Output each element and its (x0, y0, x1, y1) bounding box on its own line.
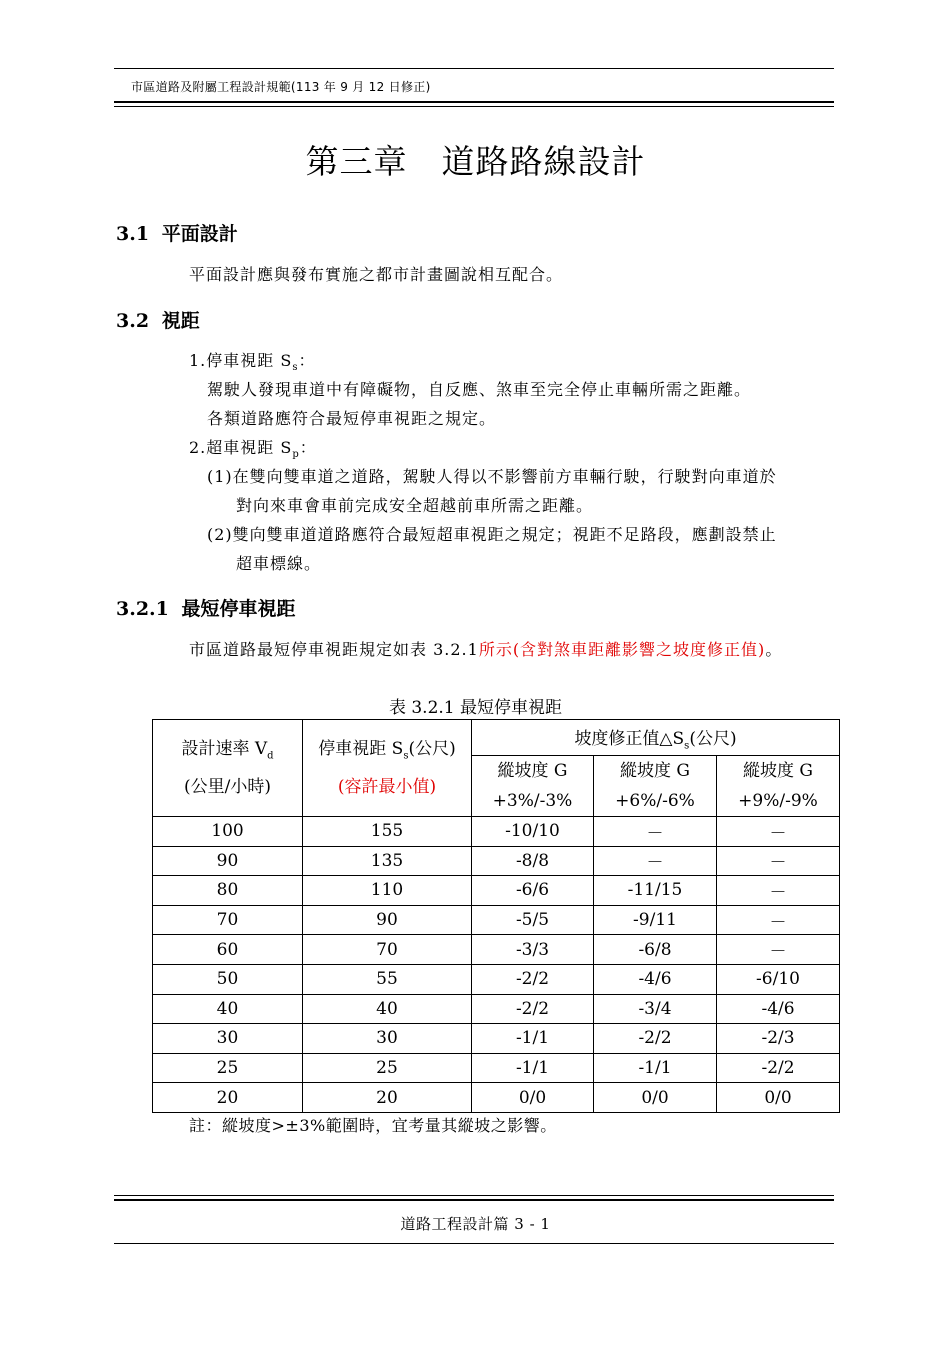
stopping-sight-distance-rule: 各類道路應符合最短停車視距之規定。 (207, 409, 497, 428)
header-stopping-distance (303, 720, 472, 817)
stopping-sight-distance-item (189, 348, 315, 373)
section-title: 最短停車視距 (181, 598, 296, 620)
cell-grade-6: -1/1 (594, 1053, 717, 1083)
cell-grade-3: -1/1 (472, 1024, 594, 1054)
table-row (153, 1024, 840, 1054)
header-line: 設計速率 $V_d$ (181, 739, 274, 762)
header-grade-correction: 坡度修正值$\triangle S_s$(公尺) (472, 720, 840, 756)
item-subscript: p (292, 449, 300, 461)
cell-grade-3: -8/8 (472, 846, 594, 876)
table-row (153, 846, 840, 876)
item-colon: ： (299, 438, 317, 457)
header-bottom-rule-thin (114, 106, 834, 107)
header-top-rule (114, 68, 834, 69)
table-row (153, 935, 840, 965)
cell-distance: 20 (303, 1083, 472, 1113)
passing-sub-item-2-line-2: 超車標線。 (236, 554, 322, 573)
cell-grade-3: -1/1 (472, 1053, 594, 1083)
passing-sub-item-1-line-2: 對向來車會車前完成安全超越前車所需之距離。 (236, 496, 594, 515)
cell-grade-9: － (717, 905, 840, 935)
cell-grade-3: -5/5 (472, 905, 594, 935)
cell-grade-6: － (594, 817, 717, 847)
header-grade-6: 縱坡度 G +6%/-6% (594, 756, 717, 817)
passing-sub-item-1-line-1: (1)在雙向雙車道之道路，駕駛人得以不影響前方車輛行駛，行駛對向車道於 (207, 467, 777, 486)
cell-grade-3: -10/10 (472, 817, 594, 847)
text-highlight-red: 所示(含對煞車距離影響之坡度修正值) (478, 640, 766, 659)
cell-grade-9: － (717, 846, 840, 876)
cell-speed: 50 (153, 964, 303, 994)
cell-grade-6: 0/0 (594, 1083, 717, 1113)
section-3-2-1-heading (116, 594, 296, 621)
cell-grade-9: -2/3 (717, 1024, 840, 1054)
text-plain: 市區道路最短停車視距規定如表 3.2.1 (189, 640, 479, 659)
table-row (153, 817, 840, 847)
cell-speed: 70 (153, 905, 303, 935)
stopping-sight-distance-definition: 駕駛人發現車道中有障礙物，自反應、煞車至完全停止車輛所需之距離。 (207, 380, 752, 399)
table-caption: 表 3.2.1 最短停車視距 (388, 698, 563, 718)
cell-grade-9: 0/0 (717, 1083, 840, 1113)
cell-grade-3: 0/0 (472, 1083, 594, 1113)
chapter-title: 第三章 道路路線設計 (305, 142, 646, 181)
cell-speed: 60 (153, 935, 303, 965)
document-header: 市區道路及附屬工程設計規範(113 年 9 月 12 日修正) (131, 80, 431, 94)
page-footer: 道路工程設計篇 3 - 1 (400, 1215, 551, 1233)
header-grade-3: 縱坡度 G +3%/-3% (472, 756, 594, 817)
item-colon: ： (298, 351, 316, 370)
passing-sight-distance-item (189, 435, 317, 460)
cell-speed: 30 (153, 1024, 303, 1054)
cell-speed: 25 (153, 1053, 303, 1083)
cell-grade-6: -3/4 (594, 994, 717, 1024)
section-title: 平面設計 (161, 223, 238, 245)
section-title: 視距 (161, 310, 200, 332)
cell-grade-6: -4/6 (594, 964, 717, 994)
cell-grade-3: -3/3 (472, 935, 594, 965)
header-line: 停車視距 $S_s$(公尺) (318, 739, 456, 762)
cell-grade-9: － (717, 817, 840, 847)
header-min-allowed: (容許最小值) (337, 776, 437, 797)
cell-speed: 100 (153, 817, 303, 847)
table-row (153, 994, 840, 1024)
cell-grade-6: -11/15 (594, 876, 717, 906)
section-number: 3.2 (116, 310, 150, 332)
section-3-2-1-text (189, 637, 782, 660)
cell-speed: 80 (153, 876, 303, 906)
section-3-1-text: 平面設計應與發布實施之都市計畫圖說相互配合。 (189, 265, 564, 284)
header-bottom-rule-thick (114, 101, 834, 103)
table-row (153, 876, 840, 906)
cell-distance: 40 (303, 994, 472, 1024)
cell-distance: 110 (303, 876, 472, 906)
item-label: 1.停車視距 S (189, 351, 293, 370)
passing-sub-item-2-line-1: (2)雙向雙車道道路應符合最短超車視距之規定；視距不足路段，應劃設禁止 (207, 525, 777, 544)
footer-bottom-rule (114, 1243, 834, 1244)
table-row (153, 1053, 840, 1083)
footer-top-rule-thin (114, 1195, 834, 1196)
table-row (153, 905, 840, 935)
header-grade-9: 縱坡度 G +9%/-9% (717, 756, 840, 817)
text-end: 。 (765, 640, 783, 659)
stopping-sight-distance-table (152, 719, 840, 1113)
cell-speed: 40 (153, 994, 303, 1024)
table-note: 註：縱坡度>±3%範圍時，宜考量其縱坡之影響。 (189, 1116, 557, 1135)
cell-grade-9: -4/6 (717, 994, 840, 1024)
section-3-2-heading (116, 306, 200, 333)
item-label: 2.超車視距 S (189, 438, 293, 457)
cell-distance: 135 (303, 846, 472, 876)
header-unit: (公里/小時) (184, 776, 271, 797)
cell-distance: 90 (303, 905, 472, 935)
cell-grade-6: － (594, 846, 717, 876)
cell-grade-3: -2/2 (472, 994, 594, 1024)
cell-grade-6: -6/8 (594, 935, 717, 965)
cell-speed: 20 (153, 1083, 303, 1113)
cell-distance: 25 (303, 1053, 472, 1083)
cell-distance: 70 (303, 935, 472, 965)
section-number: 3.2.1 (116, 598, 169, 620)
cell-grade-9: -6/10 (717, 964, 840, 994)
cell-distance: 30 (303, 1024, 472, 1054)
cell-grade-9: － (717, 935, 840, 965)
table-row (153, 1083, 840, 1113)
cell-speed: 90 (153, 846, 303, 876)
cell-grade-3: -2/2 (472, 964, 594, 994)
cell-grade-9: － (717, 876, 840, 906)
footer-top-rule-thick (114, 1199, 834, 1201)
cell-distance: 155 (303, 817, 472, 847)
section-number: 3.1 (116, 223, 150, 245)
header-design-speed (153, 720, 303, 817)
section-3-1-heading (116, 219, 238, 246)
item-subscript: s (292, 362, 299, 374)
cell-distance: 55 (303, 964, 472, 994)
cell-grade-3: -6/6 (472, 876, 594, 906)
cell-grade-9: -2/2 (717, 1053, 840, 1083)
cell-grade-6: -9/11 (594, 905, 717, 935)
table-row (153, 964, 840, 994)
cell-grade-6: -2/2 (594, 1024, 717, 1054)
